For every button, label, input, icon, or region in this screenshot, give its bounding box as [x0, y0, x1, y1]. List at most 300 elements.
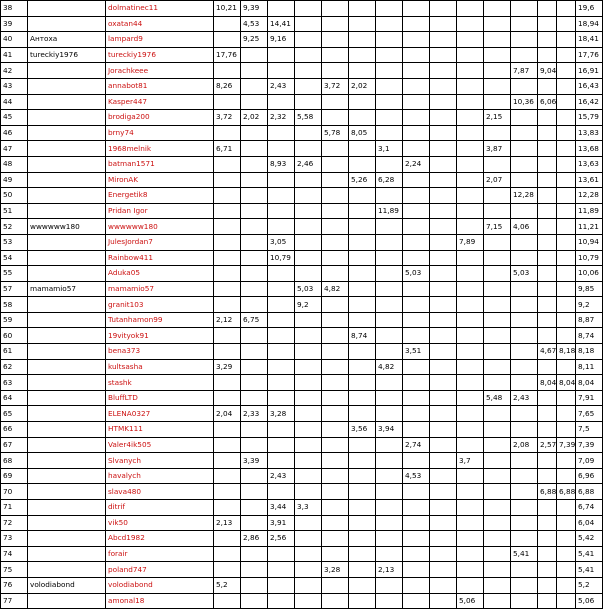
- table-row: [1, 312, 603, 328]
- score-cell: [295, 47, 322, 63]
- total-cell: 19,6: [576, 1, 603, 17]
- rank-cell: 57: [1, 281, 28, 297]
- score-cell: [376, 281, 403, 297]
- score-cell: [430, 141, 457, 157]
- score-cell: [403, 250, 430, 266]
- score-cell: [511, 281, 538, 297]
- score-cell: [557, 32, 576, 48]
- score-cell: [295, 406, 322, 422]
- nickname-cell: lampard9: [106, 32, 214, 48]
- rank-cell: 42: [1, 63, 28, 79]
- score-cell: [457, 266, 484, 282]
- total-cell: 18,94: [576, 16, 603, 32]
- score-cell: [322, 359, 349, 375]
- score-cell: [376, 156, 403, 172]
- score-cell: 2,13: [214, 515, 241, 531]
- score-cell: 7,87: [511, 63, 538, 79]
- score-cell: [457, 546, 484, 562]
- score-cell: [511, 344, 538, 360]
- score-cell: [376, 593, 403, 609]
- score-cell: 3,91: [268, 515, 295, 531]
- score-cell: [557, 172, 576, 188]
- score-cell: [430, 468, 457, 484]
- score-cell: [268, 219, 295, 235]
- table-row: [1, 375, 603, 391]
- score-cell: [322, 297, 349, 313]
- alias-cell: [28, 63, 106, 79]
- nickname-cell: MironAK: [106, 172, 214, 188]
- score-cell: [349, 577, 376, 593]
- score-cell: [295, 453, 322, 469]
- score-cell: 3,94: [376, 422, 403, 438]
- score-cell: [349, 375, 376, 391]
- score-cell: [457, 47, 484, 63]
- score-cell: [268, 63, 295, 79]
- score-cell: 10,36: [511, 94, 538, 110]
- score-cell: [538, 78, 557, 94]
- score-cell: [557, 266, 576, 282]
- score-cell: [241, 63, 268, 79]
- alias-cell: [28, 562, 106, 578]
- score-cell: [557, 531, 576, 547]
- score-cell: 5,03: [511, 266, 538, 282]
- score-cell: [403, 328, 430, 344]
- score-cell: [322, 47, 349, 63]
- total-cell: 7,5: [576, 422, 603, 438]
- score-cell: [557, 390, 576, 406]
- nickname-cell: poland747: [106, 562, 214, 578]
- score-cell: [403, 203, 430, 219]
- table-row: [1, 16, 603, 32]
- score-cell: [403, 281, 430, 297]
- score-cell: [214, 16, 241, 32]
- score-cell: [322, 156, 349, 172]
- score-cell: 2,57: [538, 437, 557, 453]
- rank-cell: 73: [1, 531, 28, 547]
- score-cell: [484, 16, 511, 32]
- score-cell: [295, 203, 322, 219]
- score-cell: [538, 234, 557, 250]
- score-cell: [268, 188, 295, 204]
- rank-cell: 64: [1, 390, 28, 406]
- score-cell: [484, 297, 511, 313]
- score-cell: 6,88: [538, 484, 557, 500]
- table-row: [1, 47, 603, 63]
- score-cell: [557, 141, 576, 157]
- score-cell: [538, 1, 557, 17]
- score-cell: [322, 110, 349, 126]
- score-cell: [214, 125, 241, 141]
- total-cell: 5,42: [576, 531, 603, 547]
- table-row: [1, 546, 603, 562]
- rank-cell: 47: [1, 141, 28, 157]
- score-cell: [430, 219, 457, 235]
- score-cell: [376, 577, 403, 593]
- score-cell: [484, 1, 511, 17]
- score-cell: [430, 328, 457, 344]
- score-cell: [457, 406, 484, 422]
- score-cell: [349, 593, 376, 609]
- score-cell: 4,67: [538, 344, 557, 360]
- total-cell: 6,04: [576, 515, 603, 531]
- score-cell: [295, 234, 322, 250]
- score-cell: [538, 297, 557, 313]
- score-cell: [457, 515, 484, 531]
- score-cell: [268, 437, 295, 453]
- alias-cell: [28, 234, 106, 250]
- alias-cell: [28, 188, 106, 204]
- score-cell: [241, 141, 268, 157]
- score-cell: [241, 172, 268, 188]
- score-cell: 5,26: [349, 172, 376, 188]
- score-cell: [376, 188, 403, 204]
- table-row: [1, 203, 603, 219]
- nickname-cell: Slvanych: [106, 453, 214, 469]
- rank-cell: 49: [1, 172, 28, 188]
- score-cell: [376, 63, 403, 79]
- nickname-cell: vik50: [106, 515, 214, 531]
- score-cell: [241, 156, 268, 172]
- score-cell: 8,93: [268, 156, 295, 172]
- score-cell: [557, 593, 576, 609]
- score-cell: 6,06: [538, 94, 557, 110]
- score-cell: [322, 484, 349, 500]
- score-cell: [349, 297, 376, 313]
- score-cell: [403, 453, 430, 469]
- rank-cell: 67: [1, 437, 28, 453]
- score-cell: [268, 125, 295, 141]
- rank-cell: 71: [1, 500, 28, 516]
- nickname-cell: Jorachkeee: [106, 63, 214, 79]
- score-cell: [322, 63, 349, 79]
- score-cell: [430, 312, 457, 328]
- score-cell: [295, 312, 322, 328]
- alias-cell: [28, 593, 106, 609]
- score-cell: [430, 63, 457, 79]
- score-cell: [349, 500, 376, 516]
- score-cell: [430, 500, 457, 516]
- score-cell: [538, 515, 557, 531]
- score-cell: [295, 484, 322, 500]
- score-cell: [484, 593, 511, 609]
- score-cell: [557, 281, 576, 297]
- score-cell: [557, 328, 576, 344]
- score-cell: [214, 188, 241, 204]
- score-cell: [322, 500, 349, 516]
- rank-cell: 51: [1, 203, 28, 219]
- score-cell: [430, 406, 457, 422]
- score-cell: [295, 328, 322, 344]
- table-row: [1, 406, 603, 422]
- total-cell: 16,42: [576, 94, 603, 110]
- nickname-cell: Pridan Igor: [106, 203, 214, 219]
- score-cell: [557, 422, 576, 438]
- score-cell: 3,28: [268, 406, 295, 422]
- score-cell: [268, 422, 295, 438]
- score-cell: [322, 390, 349, 406]
- score-cell: 9,25: [241, 32, 268, 48]
- total-cell: 5,41: [576, 562, 603, 578]
- score-cell: [430, 156, 457, 172]
- score-cell: [511, 203, 538, 219]
- score-cell: [403, 515, 430, 531]
- rank-cell: 46: [1, 125, 28, 141]
- score-cell: [376, 500, 403, 516]
- score-cell: [376, 546, 403, 562]
- score-cell: [538, 47, 557, 63]
- score-cell: [430, 422, 457, 438]
- score-cell: [538, 390, 557, 406]
- score-cell: [376, 515, 403, 531]
- score-cell: 2,86: [241, 531, 268, 547]
- score-cell: [241, 234, 268, 250]
- score-cell: [484, 453, 511, 469]
- score-cell: [349, 406, 376, 422]
- nickname-cell: tureckiy1976: [106, 47, 214, 63]
- score-cell: [295, 1, 322, 17]
- score-cell: [322, 546, 349, 562]
- score-cell: [557, 562, 576, 578]
- score-cell: [322, 141, 349, 157]
- score-cell: [557, 468, 576, 484]
- score-cell: [349, 219, 376, 235]
- score-cell: [376, 328, 403, 344]
- score-cell: [376, 484, 403, 500]
- score-cell: [214, 63, 241, 79]
- table-row: [1, 281, 603, 297]
- score-cell: [457, 359, 484, 375]
- score-cell: [403, 484, 430, 500]
- alias-cell: [28, 16, 106, 32]
- score-cell: [457, 577, 484, 593]
- score-cell: [241, 328, 268, 344]
- score-cell: 3,05: [268, 234, 295, 250]
- rank-cell: 63: [1, 375, 28, 391]
- score-cell: [403, 406, 430, 422]
- score-cell: [511, 250, 538, 266]
- score-cell: 2,02: [241, 110, 268, 126]
- score-cell: [349, 281, 376, 297]
- score-cell: [538, 110, 557, 126]
- score-cell: [295, 219, 322, 235]
- score-cell: [538, 250, 557, 266]
- total-cell: 13,61: [576, 172, 603, 188]
- score-cell: [322, 1, 349, 17]
- score-cell: [457, 1, 484, 17]
- table-row: [1, 562, 603, 578]
- score-cell: 4,53: [403, 468, 430, 484]
- alias-cell: [28, 468, 106, 484]
- score-cell: 8,18: [557, 344, 576, 360]
- score-cell: [430, 234, 457, 250]
- score-cell: [484, 125, 511, 141]
- score-cell: [214, 328, 241, 344]
- rank-cell: 77: [1, 593, 28, 609]
- score-cell: [430, 203, 457, 219]
- score-cell: [538, 500, 557, 516]
- rank-cell: 59: [1, 312, 28, 328]
- alias-cell: [28, 375, 106, 391]
- score-cell: [295, 172, 322, 188]
- score-cell: [403, 1, 430, 17]
- score-cell: [457, 468, 484, 484]
- score-cell: [403, 359, 430, 375]
- score-cell: [403, 188, 430, 204]
- score-cell: [557, 110, 576, 126]
- rank-cell: 39: [1, 16, 28, 32]
- score-cell: [268, 359, 295, 375]
- score-cell: [214, 593, 241, 609]
- score-cell: [295, 188, 322, 204]
- score-cell: 6,28: [376, 172, 403, 188]
- table-row: [1, 219, 603, 235]
- score-cell: [511, 125, 538, 141]
- score-cell: [214, 562, 241, 578]
- score-cell: [430, 390, 457, 406]
- table-row: [1, 390, 603, 406]
- score-cell: [376, 219, 403, 235]
- alias-cell: [28, 500, 106, 516]
- score-cell: [322, 515, 349, 531]
- total-cell: 11,89: [576, 203, 603, 219]
- total-cell: 13,63: [576, 156, 603, 172]
- score-cell: 7,15: [484, 219, 511, 235]
- rank-cell: 58: [1, 297, 28, 313]
- score-cell: [349, 359, 376, 375]
- score-cell: [430, 188, 457, 204]
- score-cell: [322, 32, 349, 48]
- score-cell: 3,28: [322, 562, 349, 578]
- score-cell: [403, 32, 430, 48]
- score-cell: [322, 453, 349, 469]
- score-cell: [376, 297, 403, 313]
- alias-cell: [28, 250, 106, 266]
- nickname-cell: JulesJordan7: [106, 234, 214, 250]
- total-cell: 8,04: [576, 375, 603, 391]
- score-cell: [214, 94, 241, 110]
- score-cell: [295, 344, 322, 360]
- score-cell: [511, 359, 538, 375]
- total-cell: 8,18: [576, 344, 603, 360]
- score-cell: [241, 546, 268, 562]
- score-cell: [376, 234, 403, 250]
- score-cell: [430, 515, 457, 531]
- score-cell: [214, 156, 241, 172]
- total-cell: 10,06: [576, 266, 603, 282]
- score-cell: 6,75: [241, 312, 268, 328]
- score-cell: [430, 437, 457, 453]
- score-cell: [241, 375, 268, 391]
- score-cell: [349, 188, 376, 204]
- score-cell: [457, 141, 484, 157]
- score-cell: [322, 219, 349, 235]
- score-cell: [268, 546, 295, 562]
- score-cell: [214, 266, 241, 282]
- score-cell: [214, 437, 241, 453]
- nickname-cell: HTMK111: [106, 422, 214, 438]
- alias-cell: [28, 125, 106, 141]
- alias-cell: wwwwww180: [28, 219, 106, 235]
- score-cell: [484, 344, 511, 360]
- score-cell: [241, 94, 268, 110]
- table-row: [1, 110, 603, 126]
- score-cell: [457, 78, 484, 94]
- score-cell: [457, 437, 484, 453]
- score-cell: [403, 531, 430, 547]
- score-cell: [430, 250, 457, 266]
- score-cell: [430, 375, 457, 391]
- score-cell: [214, 250, 241, 266]
- score-cell: [484, 500, 511, 516]
- total-cell: 17,76: [576, 47, 603, 63]
- score-cell: [403, 234, 430, 250]
- score-cell: 5,06: [457, 593, 484, 609]
- rank-cell: 65: [1, 406, 28, 422]
- score-cell: [430, 562, 457, 578]
- rank-cell: 45: [1, 110, 28, 126]
- score-cell: [403, 562, 430, 578]
- score-cell: [557, 219, 576, 235]
- score-cell: [268, 297, 295, 313]
- score-cell: [322, 188, 349, 204]
- nickname-cell: havalych: [106, 468, 214, 484]
- alias-cell: [28, 78, 106, 94]
- score-cell: [322, 531, 349, 547]
- score-cell: [430, 281, 457, 297]
- score-cell: 7,89: [457, 234, 484, 250]
- score-cell: [484, 562, 511, 578]
- score-cell: [484, 203, 511, 219]
- score-cell: [322, 312, 349, 328]
- rank-cell: 54: [1, 250, 28, 266]
- score-cell: 10,79: [268, 250, 295, 266]
- score-cell: [484, 422, 511, 438]
- score-cell: [457, 312, 484, 328]
- score-cell: [322, 328, 349, 344]
- alias-cell: [28, 266, 106, 282]
- score-cell: [295, 250, 322, 266]
- score-cell: [484, 188, 511, 204]
- table-row: [1, 515, 603, 531]
- score-cell: [295, 16, 322, 32]
- rank-cell: 75: [1, 562, 28, 578]
- score-cell: 2,43: [511, 390, 538, 406]
- score-cell: [349, 250, 376, 266]
- total-cell: 5,06: [576, 593, 603, 609]
- table-row: [1, 328, 603, 344]
- total-cell: 7,65: [576, 406, 603, 422]
- score-cell: [484, 577, 511, 593]
- alias-cell: [28, 422, 106, 438]
- score-cell: [403, 500, 430, 516]
- score-cell: [538, 453, 557, 469]
- score-cell: [511, 375, 538, 391]
- score-cell: [241, 125, 268, 141]
- nickname-cell: wwwwww180: [106, 219, 214, 235]
- total-cell: 16,43: [576, 78, 603, 94]
- score-cell: [349, 437, 376, 453]
- alias-cell: Антоха: [28, 32, 106, 48]
- score-cell: [430, 344, 457, 360]
- score-cell: [322, 234, 349, 250]
- score-cell: 2,02: [349, 78, 376, 94]
- score-cell: [268, 281, 295, 297]
- score-cell: [322, 16, 349, 32]
- score-cell: [241, 47, 268, 63]
- nickname-cell: ELENA0327: [106, 406, 214, 422]
- rank-cell: 70: [1, 484, 28, 500]
- total-cell: 10,79: [576, 250, 603, 266]
